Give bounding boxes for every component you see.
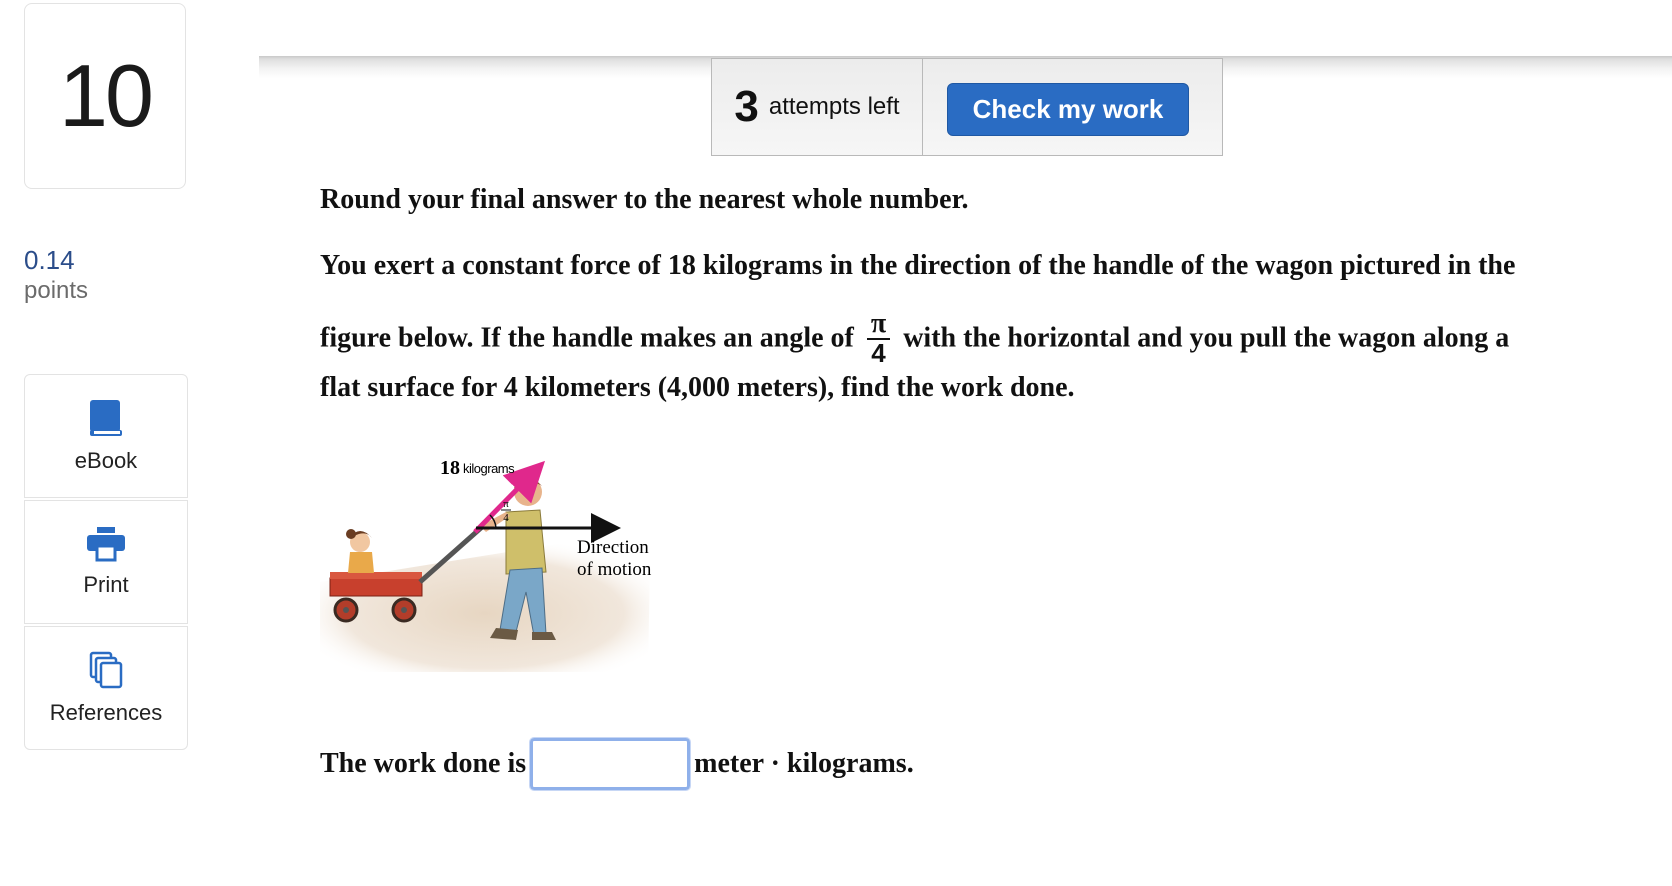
ebook-label: eBook bbox=[74, 448, 138, 473]
points-label: points bbox=[24, 277, 89, 304]
answer-prefix: The work done is bbox=[320, 748, 527, 779]
check-work-container bbox=[923, 58, 1223, 156]
angle-label-numerator: π bbox=[503, 498, 509, 510]
printer-icon bbox=[86, 526, 126, 562]
fraction-denominator: 4 bbox=[871, 338, 886, 368]
prompt-line-2 bbox=[320, 308, 1510, 368]
print-label: Print bbox=[83, 572, 129, 597]
child-figure bbox=[346, 529, 374, 573]
copy-icon bbox=[88, 650, 124, 690]
ebook-button[interactable] bbox=[24, 374, 188, 498]
wagon-figure bbox=[320, 432, 660, 672]
references-label: References bbox=[49, 700, 163, 725]
fraction-numerator: π bbox=[867, 310, 890, 340]
book-icon bbox=[88, 398, 124, 438]
attempts-label: attempts left bbox=[768, 93, 900, 120]
direction-label-line2: of motion bbox=[577, 559, 652, 580]
angle-label-denominator: 4 bbox=[503, 512, 509, 524]
prompt-line-3: flat surface for 4 kilometers (4,000 meters), find the work done. bbox=[320, 372, 1075, 403]
rounding-instruction: Round your final answer to the nearest whole number. bbox=[320, 184, 969, 215]
question-number: 10 bbox=[59, 46, 151, 145]
answer-units: meter · kilograms. bbox=[694, 748, 914, 779]
question-number-card bbox=[24, 3, 186, 189]
prompt-line-1: You exert a constant force of 18 kilograms in the direction of the handle of the wagon pictured in the bbox=[320, 250, 1516, 281]
points-block bbox=[24, 244, 88, 306]
force-label-number: 18 bbox=[440, 457, 460, 479]
prompt-line-2-after: with the horizontal and you pull the wagon along a bbox=[903, 322, 1510, 354]
attempts-counter bbox=[711, 58, 923, 156]
print-button[interactable] bbox=[24, 500, 188, 624]
check-my-work-button[interactable]: Check my work bbox=[947, 83, 1189, 136]
angle-fraction bbox=[867, 310, 890, 366]
answer-row bbox=[320, 738, 914, 790]
prompt-line-2-before: figure below. If the handle makes an angle of bbox=[320, 322, 854, 354]
force-label-unit: kilograms bbox=[463, 461, 515, 476]
direction-label-line1: Direction bbox=[577, 537, 649, 558]
work-answer-input[interactable] bbox=[530, 738, 690, 790]
attempts-count: 3 bbox=[734, 82, 759, 131]
points-value: 0.14 bbox=[24, 245, 75, 275]
tools-panel bbox=[24, 374, 188, 752]
references-button[interactable] bbox=[24, 626, 188, 750]
